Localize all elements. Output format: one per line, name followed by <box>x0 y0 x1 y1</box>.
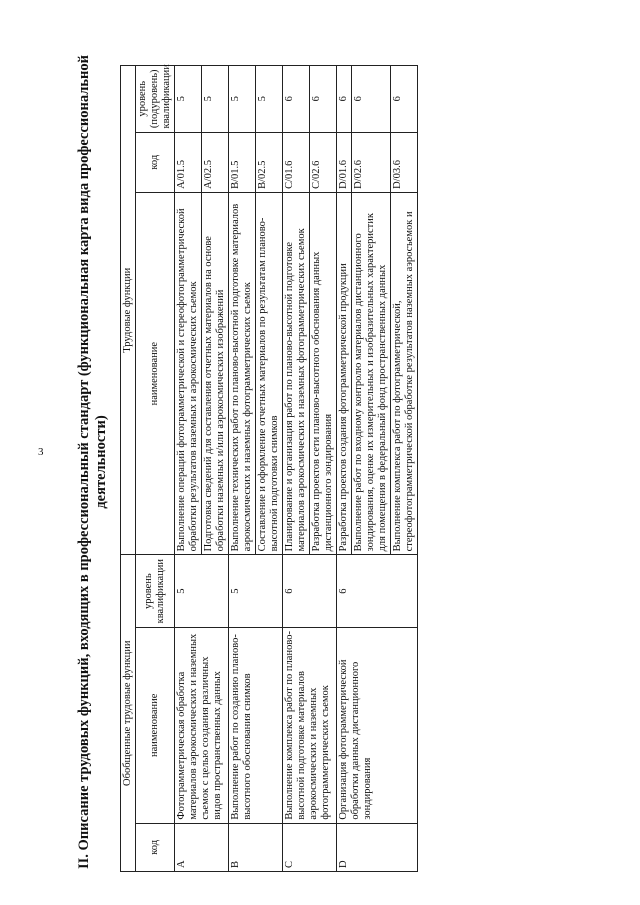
gen-level-b: 5 <box>229 555 283 628</box>
func-sublevel: 6 <box>337 66 352 133</box>
gen-code-d: D <box>337 823 418 871</box>
func-code: A/01.5 <box>175 132 202 192</box>
func-sublevel: 6 <box>391 66 418 133</box>
func-name: Подготовка сведений для составления отчетных материалов на основе обработки наземных и/или аэрокосмических изображений <box>202 192 229 555</box>
gen-code-b: B <box>229 823 283 871</box>
section-title: II. Описание трудовых функций, входящих в профессиональный стандарт (функциональная карта вида профессиональной деятельности) <box>76 55 109 869</box>
table-row <box>175 66 202 872</box>
func-code: D/01.6 <box>337 132 352 192</box>
func-name: Выполнение технических работ по планово-высотной подготовке материалов аэрокосмических и наземных фотограмметрических съемок <box>229 192 256 555</box>
func-code: D/03.6 <box>391 132 418 192</box>
header-sublevel: уровень (подуровень) квалификации <box>136 66 175 133</box>
func-name: Разработка проектов создания фотограмметрической продукции <box>337 192 352 555</box>
functional-map-table <box>120 65 418 872</box>
func-name: Выполнение комплекса работ по фотограмметрической, стереофотограмметрической обработке результатов наземных аэросъемок и <box>391 192 418 555</box>
header-labor: Трудовые функции <box>121 66 136 555</box>
rotated-page <box>76 52 616 872</box>
header-level: уровень квалификации <box>136 555 175 628</box>
func-code: B/01.5 <box>229 132 256 192</box>
func-name: Планирование и организация работ по планово-высотной подготовке материалов аэрокосмических и наземных фотограмметрических съемок <box>283 192 310 555</box>
gen-level-d: 6 <box>337 555 418 628</box>
header-function-code: код <box>136 132 175 192</box>
func-code: D/02.6 <box>352 132 391 192</box>
gen-name-c: Выполнение комплекса работ по планово-высотной подготовке материалов аэрокосмических и наземных фотограмметрических съемок <box>283 627 337 823</box>
func-sublevel: 5 <box>202 66 229 133</box>
func-sublevel: 5 <box>175 66 202 133</box>
func-sublevel: 6 <box>310 66 337 133</box>
func-sublevel: 5 <box>256 66 283 133</box>
header-code: код <box>136 823 175 871</box>
table-row <box>283 66 310 872</box>
gen-level-a: 5 <box>175 555 229 628</box>
table-row <box>337 66 352 872</box>
gen-level-c: 6 <box>283 555 337 628</box>
func-code: C/01.6 <box>283 132 310 192</box>
gen-code-a: A <box>175 823 229 871</box>
header-function-name: наименование <box>136 192 175 555</box>
func-code: B/02.5 <box>256 132 283 192</box>
gen-code-c: C <box>283 823 337 871</box>
func-name: Разработка проектов сети планово-высотного обоснования данных дистанционного зондирования <box>310 192 337 555</box>
page-number: 3 <box>38 446 44 458</box>
func-name: Выполнение операций фотограмметрической и стереофотограмметрической обработки результатов наземных и аэрокосмических съемок <box>175 192 202 555</box>
gen-name-b: Выполнение работ по созданию планово-высотного обоснования снимков <box>229 627 283 823</box>
func-code: A/02.5 <box>202 132 229 192</box>
func-sublevel: 6 <box>283 66 310 133</box>
func-sublevel: 6 <box>352 66 391 133</box>
func-code: C/02.6 <box>310 132 337 192</box>
func-sublevel: 5 <box>229 66 256 133</box>
table-row <box>229 66 256 872</box>
func-name: Выполнение работ по входному контролю материалов дистанционного зондирования, оценке их измерительных и изобразительных характеристик для помещения в федеральный фонд пространственных данных <box>352 192 391 555</box>
header-name: наименование <box>136 627 175 823</box>
gen-name-d: Организация фотограмметрической обработки данных дистанционного зондирования <box>337 627 418 823</box>
func-name: Составление и оформление отчетных материалов по результатам планово-высотной подготовки снимков <box>256 192 283 555</box>
header-generalized: Обобщенные трудовые функции <box>121 555 136 872</box>
gen-name-a: Фотограмметрическая обработка материалов аэрокосмических и наземных съемок с целью создания различных видов пространственных данных <box>175 627 229 823</box>
